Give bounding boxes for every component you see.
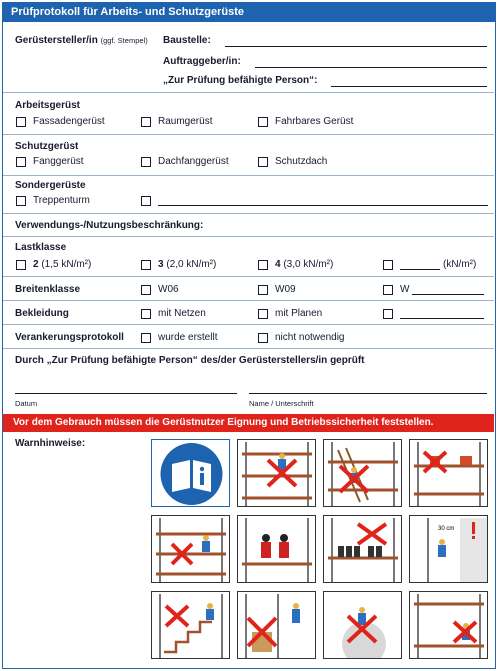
name-caption: Name / Unterschrift [249,399,314,408]
warning-tile-climbing [237,439,316,507]
lastklasse-heading: Lastklasse [15,242,67,253]
nicht-notwendig-label: nicht notwendig [275,332,345,343]
schutzdach-checkbox[interactable] [258,157,268,167]
baustelle-field[interactable] [225,46,487,47]
warning-tile-overload [237,515,316,583]
w-custom-label: W [400,284,410,295]
scaffold-staircase-icon [152,592,230,659]
read-manual-icon [152,440,230,507]
header-section [3,22,494,93]
verankerung-heading: Verankerungsprotokoll [15,332,124,343]
lastklasse-4-val: (3,0 kN/m²) [283,259,334,270]
bekleidung-other-field[interactable] [400,318,484,319]
w06-checkbox[interactable] [141,285,151,295]
verwendung-label: Verwendungs-/Nutzungsbeschränkung: [15,220,204,231]
scaffold-wall-gap-icon [410,516,488,583]
lastklasse-3-num: 3 [158,259,164,270]
sondergerueste-heading: Sondergerüste [15,180,86,191]
warnhinweise-label: Warnhinweise: [15,438,86,449]
warning-tile-wall-gap [409,515,488,583]
lastklasse-3-val: (2,0 kN/m²) [166,259,217,270]
lastklasse-custom-unit: (kN/m²) [443,259,477,270]
fassadengeruest-checkbox[interactable] [16,117,26,127]
w-custom-field[interactable] [412,294,484,295]
mit-planen-label: mit Planen [275,308,323,319]
warning-tile-stacked-scaffold [151,515,230,583]
bekleidung-other-checkbox[interactable] [383,309,393,319]
inspection-form [2,2,496,669]
dachfanggeruest-checkbox[interactable] [141,157,151,167]
dachfanggeruest-label: Dachfanggerüst [158,156,229,167]
warning-tile-ladder [323,439,402,507]
warning-bar: Vor dem Gebrauch müssen die Gerüstnutzer Eignung und Betriebssicherheit feststellen. [3,414,494,432]
schutzdach-label: Schutzdach [275,156,328,167]
fahrbares-geruest-checkbox[interactable] [258,117,268,127]
lastklasse-3-label [158,259,216,270]
w09-checkbox[interactable] [258,285,268,295]
form-title: Prüfprotokoll für Arbeits- und Schutzgerüste [3,3,495,22]
scaffold-jumping-icon [324,592,402,659]
mit-netzen-label: mit Netzen [158,308,206,319]
schutzgeruest-heading: Schutzgerüst [15,141,79,152]
breitenklasse-section [3,277,494,301]
unterschrift-field[interactable] [249,393,487,394]
warning-tile-staircase [151,591,230,659]
geruestersteller-text: Gerüstersteller/in [15,35,98,46]
lastklasse-4-num: 4 [275,259,281,270]
scaffold-materials-icon [324,516,402,583]
lastklasse-2-label [33,259,91,270]
sondergerueste-section [3,176,494,214]
lastklasse-custom-checkbox[interactable] [383,260,393,270]
gap-30cm-mark: 30 cm [438,526,455,532]
fanggeruest-checkbox[interactable] [16,157,26,167]
datum-caption: Datum [15,399,38,408]
raumgeruest-checkbox[interactable] [141,117,151,127]
scaffold-stacked-icon [152,516,230,583]
warning-tile-lift [409,439,488,507]
warning-tile-guardrail [409,591,488,659]
w09-label: W09 [275,284,296,295]
arbeitsgeruest-section [3,93,494,135]
pruefung-section [3,349,494,414]
lastklasse-custom-field[interactable] [400,269,440,270]
lastklasse-2-num: 2 [33,259,39,270]
raumgeruest-label: Raumgerüst [158,116,213,127]
scaffold-overload-icon [238,516,316,583]
pruefung-statement: Durch „Zur Prüfung befähigte Person“ des/der Gerüsterstellers/in geprüft [15,355,365,366]
fahrbares-geruest-label: Fahrbares Gerüst [275,116,354,127]
schutzgeruest-section [3,135,494,176]
verwendung-section [3,214,494,237]
w06-label: W06 [158,284,179,295]
baustelle-label: Baustelle: [163,35,211,46]
warning-tile-removal [237,591,316,659]
geruestersteller-label [15,35,148,46]
warning-tile-materials [323,515,402,583]
datum-field[interactable] [15,393,237,394]
bekleidung-heading: Bekleidung [15,308,69,319]
arbeitsgeruest-heading: Arbeitsgerüst [15,100,81,111]
sonder-other-field[interactable] [158,205,488,206]
scaffold-ladder-icon [324,440,402,507]
fassadengeruest-label: Fassadengerüst [33,116,105,127]
lastklasse-2-checkbox[interactable] [16,260,26,270]
lastklasse-section [3,237,494,277]
wurde-erstellt-checkbox[interactable] [141,333,151,343]
scaffold-guardrail-icon [410,592,488,659]
scaffold-lift-icon [410,440,488,507]
breitenklasse-heading: Breitenklasse [15,284,81,295]
mit-netzen-checkbox[interactable] [141,309,151,319]
nicht-notwendig-checkbox[interactable] [258,333,268,343]
auftraggeber-field[interactable] [255,67,487,68]
mit-planen-checkbox[interactable] [258,309,268,319]
wurde-erstellt-label: wurde erstellt [158,332,218,343]
treppenturm-checkbox[interactable] [16,196,26,206]
lastklasse-2-val: (1,5 kN/m²) [41,259,92,270]
lastklasse-4-checkbox[interactable] [258,260,268,270]
lastklasse-4-label [275,259,333,270]
w-custom-checkbox[interactable] [383,285,393,295]
read-manual-tile [151,439,230,507]
auftraggeber-label: Auftraggeber/in: [163,56,241,67]
pruefperson-label: „Zur Prüfung befähigte Person“: [163,75,318,86]
treppenturm-label: Treppenturm [33,195,90,206]
pruefperson-field[interactable] [331,86,487,87]
lastklasse-3-checkbox[interactable] [141,260,151,270]
scaffold-removal-icon [238,592,316,659]
bekleidung-section [3,301,494,325]
fanggeruest-label: Fanggerüst [33,156,84,167]
warning-tile-jumping [323,591,402,659]
sonder-other-checkbox[interactable] [141,196,151,206]
scaffold-climbing-icon [238,440,316,507]
verankerung-section [3,325,494,349]
stempel-hint: (ggf. Stempel) [100,36,148,45]
